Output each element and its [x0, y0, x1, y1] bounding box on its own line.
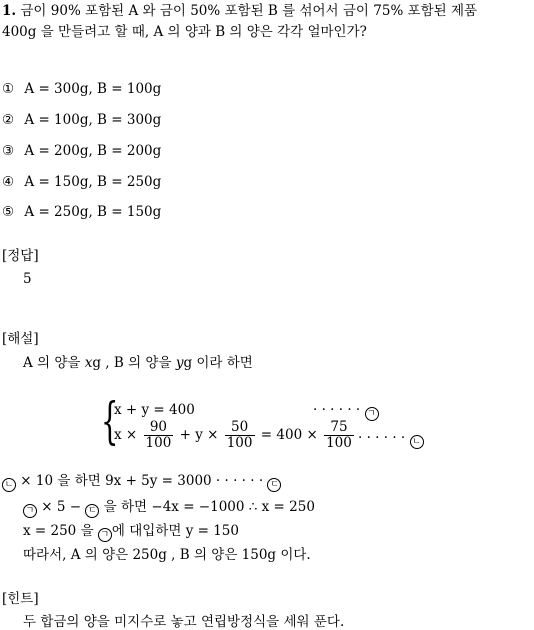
- question-line-1: [2, 3, 477, 19]
- eq2-text: x ×: [114, 427, 142, 443]
- circle-digeut-icon: ㄷ: [267, 478, 281, 492]
- solution-label: [해설]: [2, 331, 39, 347]
- step-text: x = 250 을: [23, 523, 98, 539]
- step-3: [23, 523, 239, 542]
- denominator: 100: [226, 435, 253, 451]
- step-text: 에 대입하면 y = 150: [111, 523, 239, 539]
- fraction-50-100: [225, 420, 255, 451]
- dots: · · · · · ·: [358, 430, 406, 446]
- circle-giyeok-icon: ㄱ: [98, 528, 112, 542]
- eq2-text: + y ×: [175, 427, 223, 443]
- step-4: 따라서, A 의 양은 250g , B 의 양은 150g 이다.: [23, 547, 311, 563]
- intro-text: g , B 의 양을: [92, 355, 176, 371]
- equation-2: [114, 418, 356, 452]
- choice-mark: ⑤: [2, 204, 15, 220]
- numerator: 90: [144, 420, 174, 436]
- dots: · · · · · ·: [313, 402, 361, 418]
- choice-mark: ④: [2, 174, 15, 190]
- hint-text: 두 합금의 양을 미지수로 놓고 연립방정식을 세워 푼다.: [23, 614, 345, 630]
- step-text: 을 하면 −4x = −1000 ∴ x = 250: [99, 499, 315, 515]
- numerator: 75: [324, 420, 354, 436]
- step-2: [23, 499, 315, 518]
- denominator: 100: [326, 435, 352, 451]
- answer-value: 5: [23, 271, 32, 287]
- choice-mark: ②: [2, 112, 15, 128]
- choice-text: A = 250g, B = 150g: [24, 204, 162, 220]
- equation-2-tag: [358, 430, 424, 449]
- hint-label: [힌트]: [2, 591, 39, 607]
- circle-giyeok-icon: ㄱ: [23, 504, 37, 518]
- solution-intro: [23, 355, 253, 371]
- step-text: × 5 −: [37, 499, 86, 515]
- step-text: × 10 을 하면 9x + 5y = 3000 · · · · · ·: [16, 473, 264, 489]
- question-number: 1.: [2, 3, 17, 19]
- left-brace: {: [101, 392, 119, 450]
- intro-text: g 이라 하면: [183, 355, 253, 371]
- choice-mark: ①: [2, 81, 15, 97]
- intro-text: A 의 양을: [23, 355, 85, 371]
- fraction-75-100: [324, 420, 354, 451]
- choice-text: A = 100g, B = 300g: [24, 112, 162, 128]
- choice-mark: ③: [2, 143, 15, 159]
- circle-nieun-icon: ㄴ: [2, 478, 16, 492]
- circle-nieun-icon: ㄴ: [410, 435, 424, 449]
- numerator: 50: [225, 420, 255, 436]
- choice-text: A = 300g, B = 100g: [24, 81, 162, 97]
- choice-text: A = 150g, B = 250g: [24, 174, 162, 190]
- circle-digeut-icon: ㄷ: [85, 504, 99, 518]
- eq2-text: = 400 ×: [256, 427, 323, 443]
- circle-giyeok-icon: ㄱ: [365, 407, 379, 421]
- choice-2[interactable]: [2, 112, 161, 128]
- question-text-2: 400g 을 만들려고 할 때, A 의 양과 B 의 양은 각각 얼마인가?: [2, 24, 367, 40]
- question-text-1: 금이 90% 포함된 A 와 금이 50% 포함된 B 를 섞어서 금이 75% 포함된 제품: [20, 3, 478, 19]
- choice-1[interactable]: [2, 81, 161, 97]
- fraction-90-100: [144, 420, 174, 451]
- step-1: [2, 473, 281, 492]
- equation-1: x + y = 400: [114, 402, 195, 418]
- var-y: y: [175, 355, 184, 371]
- question-line-2: [2, 24, 367, 40]
- choice-5[interactable]: [2, 204, 161, 220]
- denominator: 100: [145, 435, 172, 451]
- choice-text: A = 200g, B = 200g: [24, 143, 162, 159]
- choice-4[interactable]: [2, 174, 161, 190]
- answer-label: [정답]: [2, 248, 39, 264]
- var-x: x: [84, 355, 93, 371]
- choice-3[interactable]: [2, 143, 161, 159]
